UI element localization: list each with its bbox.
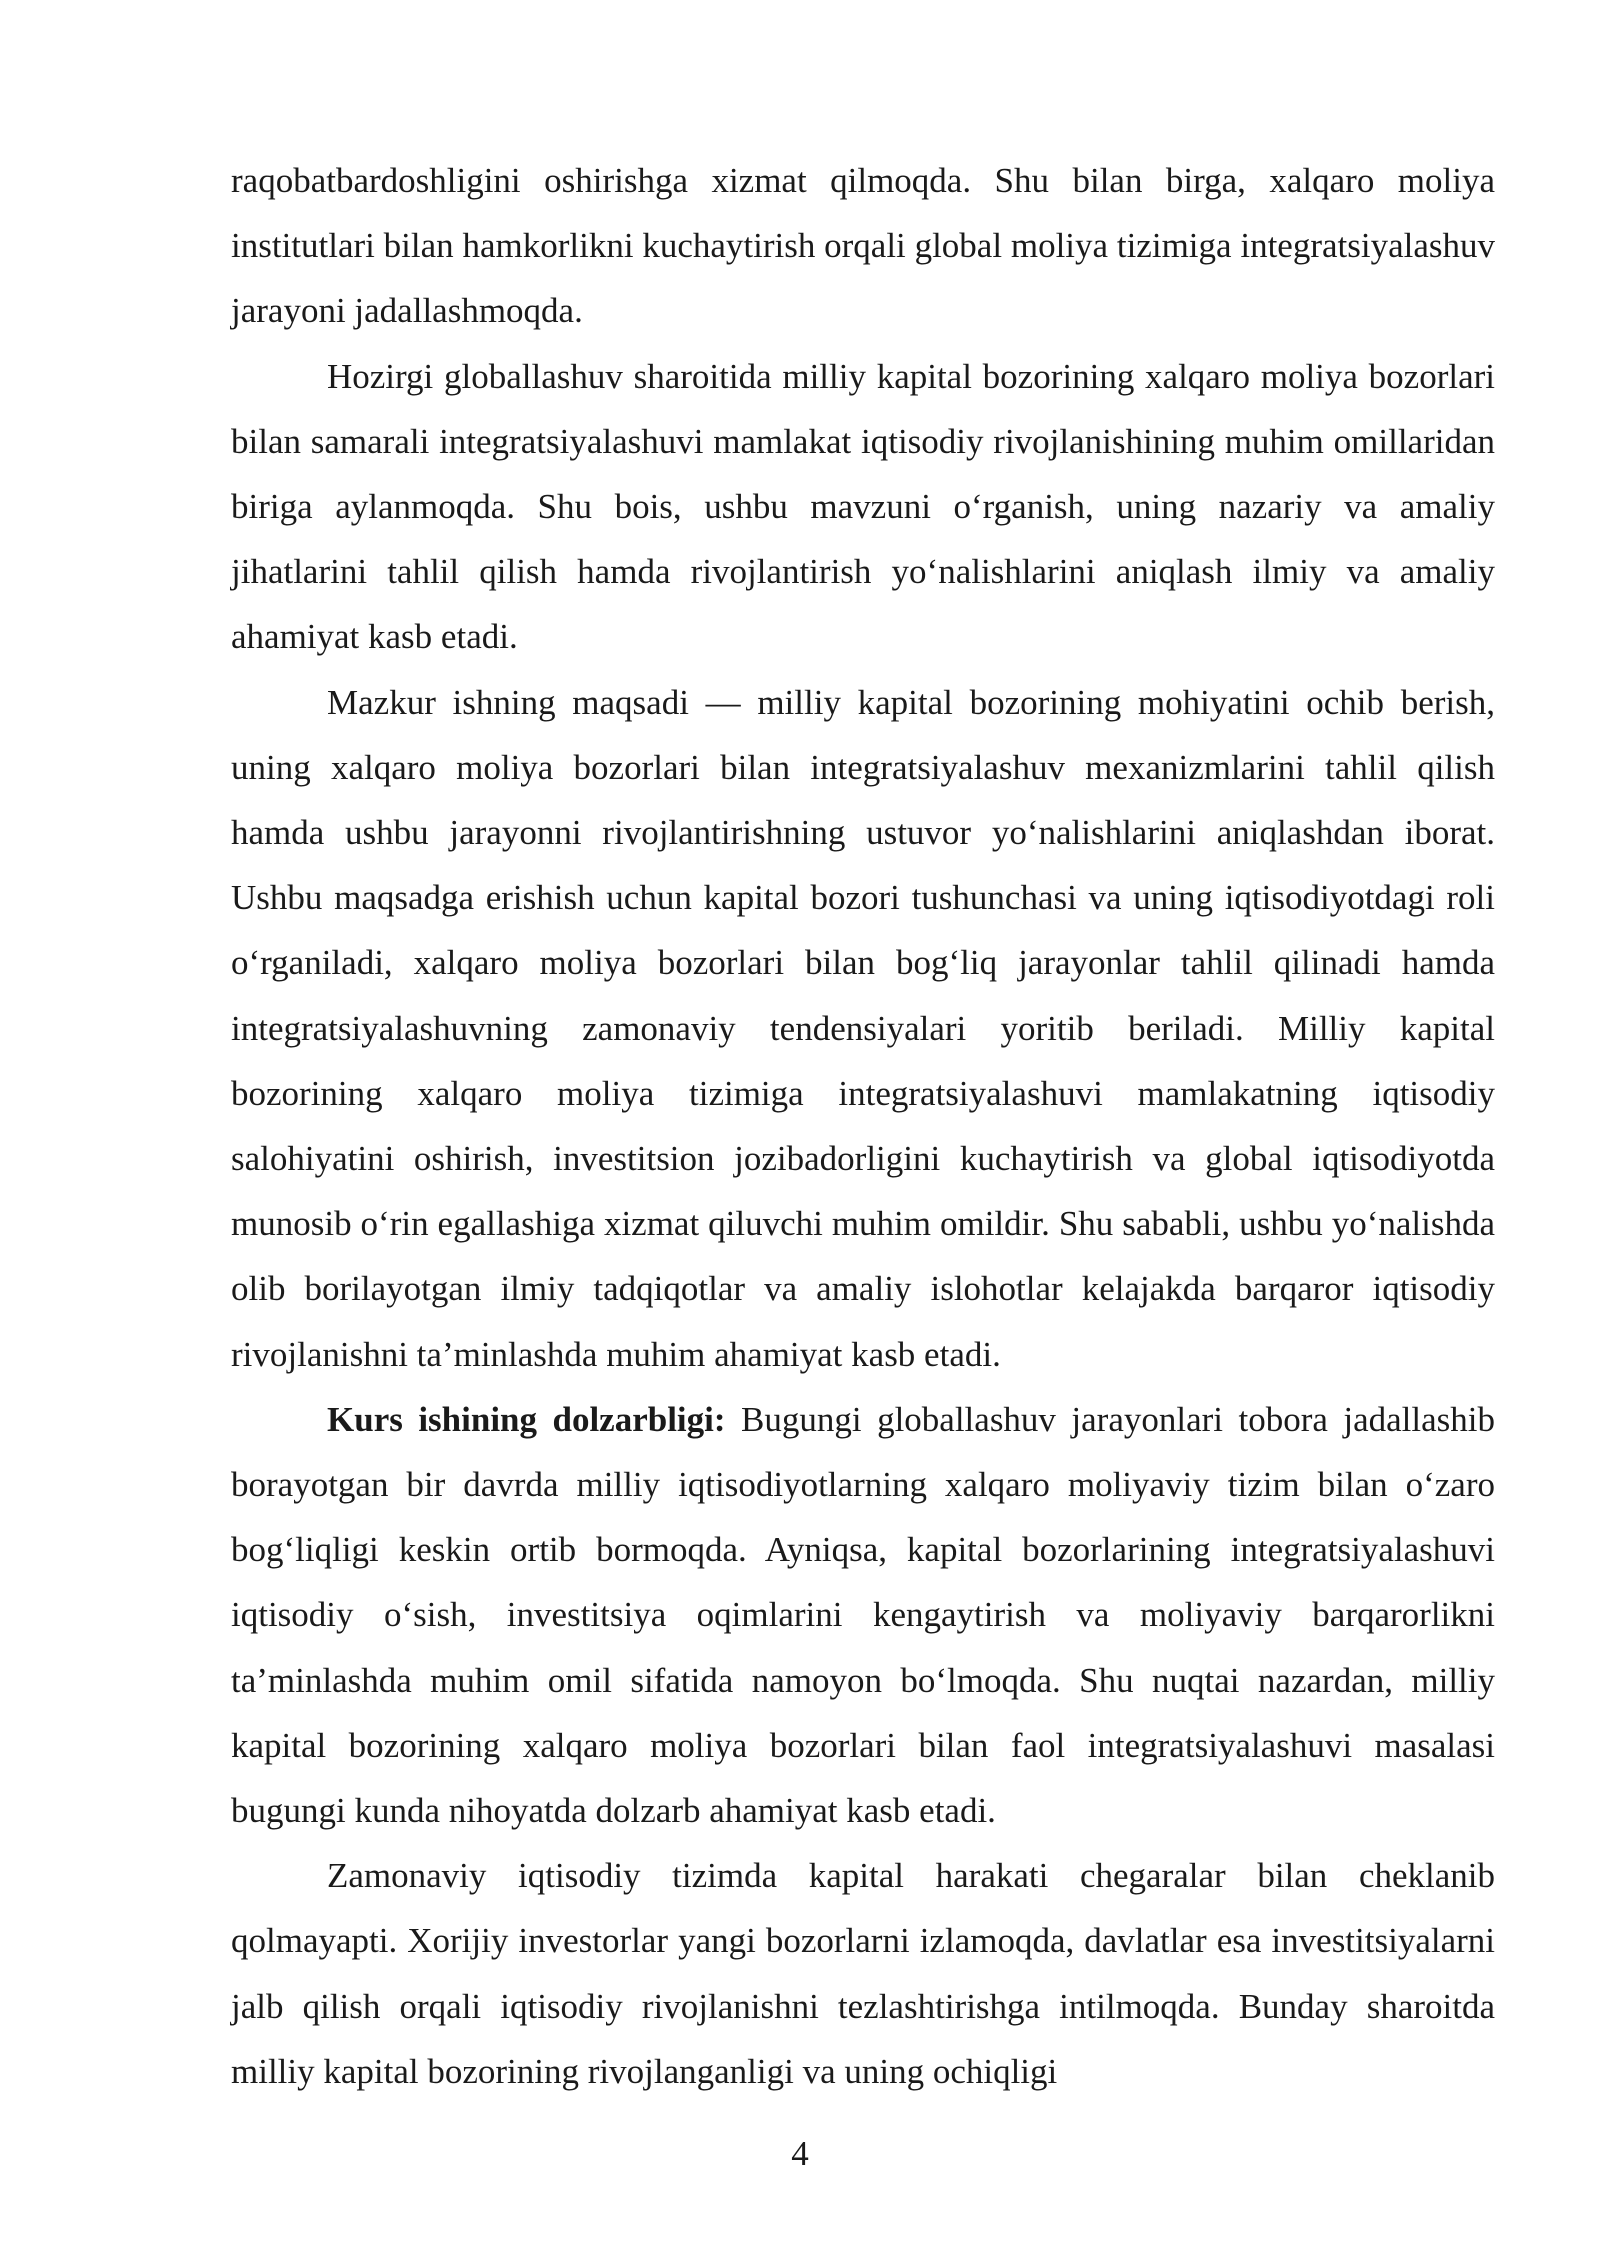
relevance-heading: Kurs ishining dolzarbligi: — [327, 1399, 726, 1439]
paragraph-research-goal: Mazkur ishning maqsadi — milliy kapital bozorining mohiyatini ochib berish, uning xalqaro moliya bozorlari bilan integratsiyalashuv mexanizmlarini tahlil qilish hamda ushbu jarayonni rivojlantirishning ustuvor yo‘nalishlarini aniqlashdan iborat. Ushbu maqsadga erishish uchun kapital bozori tushunchasi va uning iqtisodiyotdagi roli o‘rganiladi, xalqaro moliya bozorlari bilan bog‘liq jarayonlar tahlil qilinadi hamda integratsiyalashuvning zamonaviy tendensiyalari yoritib beriladi. Milliy kapital bozorining xalqaro moliya tizimiga integratsiyalashuvi mamlakatning iqtisodiy salohiyatini oshirish, investitsion jozibadorligini kuchaytirish va global iqtisodiyotda munosib o‘rin egallashiga xizmat qiluvchi muhim omildir. Shu sababli, ushbu yo‘nalishda olib borilayotgan ilmiy tadqiqotlar va amaliy islohotlar kelajakda barqaror iqtisodiy rivojlanishni ta’minlashda muhim ahamiyat kasb etadi. — [231, 682, 1495, 1374]
paragraph-globalization-context: Hozirgi globallashuv sharoitida milliy kapital bozorining xalqaro moliya bozorlari bilan samarali integratsiyalashuvi mamlakat iqtisodiy rivojlanishining muhim omillaridan biriga aylanmoqda. Shu bois, ushbu mavzuni o‘rganish, uning nazariy va amaliy jihatlarini tahlil qilish hamda rivojlantirish yo‘nalishlarini aniqlash ilmiy va amaliy ahamiyat kasb etadi. — [231, 356, 1495, 657]
relevance-text: Bugungi globallashuv jarayonlari tobora jadallashib borayotgan bir davrda milliy iqtisodiyotlarning xalqaro moliyaviy tizim bilan o‘zaro bog‘liqligi keskin ortib bormoqda. Ayniqsa, kapital bozorlarining integratsiyalashuvi iqtisodiy o‘sish, investitsiya oqimlarini kengaytirish va moliyaviy barqarorlikni ta’minlashda muhim omil sifatida namoyon bo‘lmoqda. Shu nuqtai nazardan, milliy kapital bozorining xalqaro moliya bozorlari bilan faol integratsiyalashuvi masalasi bugungi kunda nihoyatda dolzarb ahamiyat kasb etadi. — [231, 1399, 1495, 1831]
paragraph-continuation: raqobatbardoshligini oshirishga xizmat qilmoqda. Shu bilan birga, xalqaro moliya institutlari bilan hamkorlikni kuchaytirish orqali global moliya tizimiga integratsiyalashuv jarayoni jadallashmoqda. — [231, 161, 1495, 331]
body-text — [231, 148, 1495, 2104]
page-number: 4 — [791, 2134, 809, 2173]
paragraph-modern-economy: Zamonaviy iqtisodiy tizimda kapital harakati chegaralar bilan cheklanib qolmayapti. Xorijiy investorlar yangi bozorlarni izlamoqda, davlatlar esa investitsiyalarni jalb qilish orqali iqtisodiy rivojlanishni tezlashtirishga intilmoqda. Bunday sharoitda milliy kapital bozorining rivojlanganligi va uning ochiqligi — [231, 1856, 1495, 2091]
paragraph-relevance — [231, 1387, 1495, 1843]
